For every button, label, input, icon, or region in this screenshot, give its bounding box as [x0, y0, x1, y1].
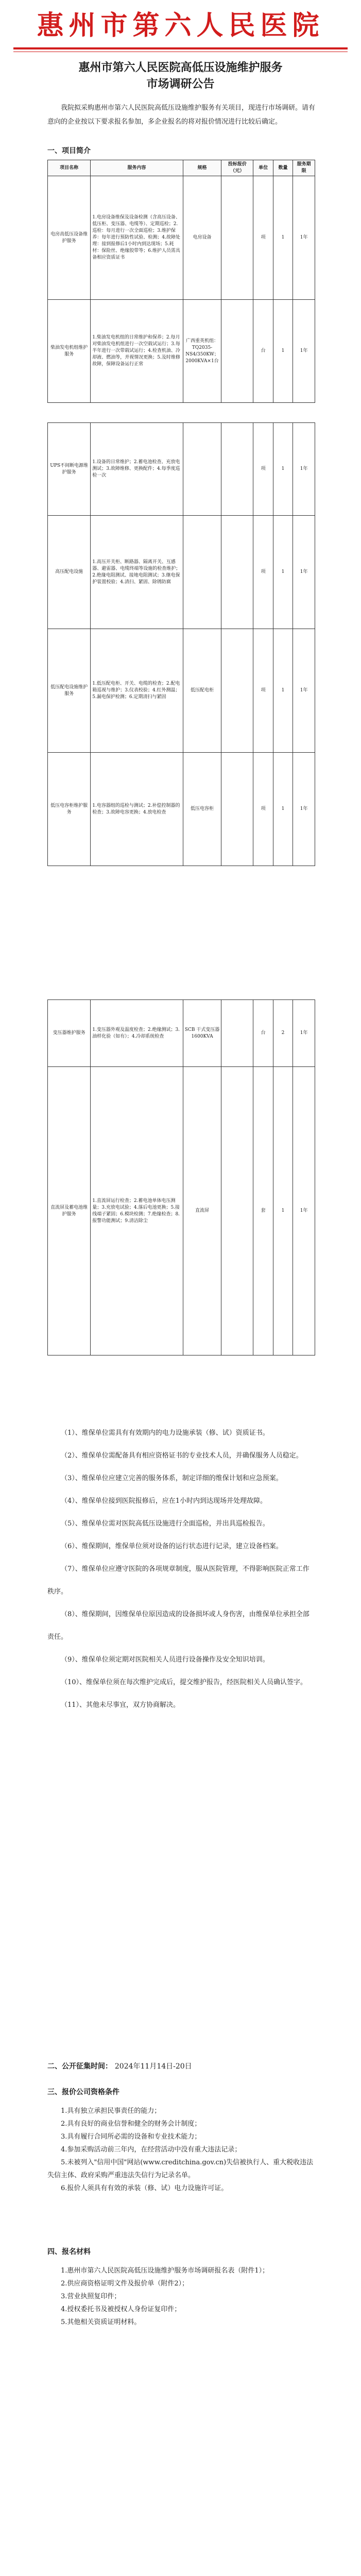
row-requirements: 1.高压开关柜、断路器、隔离开关、互感器、避雷器、电缆终端等设施的检查维护；2.绝缘电阻测试、接地电阻测试；3.继电保护装置校验；4.清扫、紧固、除锈防腐	[91, 516, 183, 629]
list-item: （5）、维保单位需对医院高低压设施进行全面巡检，并出具巡检报告。	[61, 1520, 269, 1528]
section4-list	[47, 2264, 315, 2329]
list-item: （1）、维保单位需具有有效期内的电力设施承装（修、试）资质证书。	[61, 1429, 269, 1437]
row-requirements: 1.电房设备维保及设备检测（含高压设备、低压柜、变压器、电缆等）、定期巡检；2.巡检：每月进行一次全面巡检；3.维护保养：每年进行预防性试验、检测；4.故障处理：接到报修后1小时内到达现场；5.耗材：保险丝、绝缘胶带等；6.维护人员需具备相应资质证书	[91, 176, 183, 300]
row-name: 柴油发电机组维护服务	[48, 300, 91, 403]
list-item: （9）、维保单位须定期对医院相关人员进行设备操作及安全知识培训。	[61, 1656, 269, 1664]
row-requirements: 1.变压器外观及温度检查；2.绝缘测试；3.油样化验（如有）；4.冷却系统检查	[91, 1000, 183, 1067]
doc-title-line1: 惠州市第六人民医院高低压设施维护服务	[78, 61, 283, 74]
row-price	[221, 753, 253, 866]
row-unit: 项	[253, 629, 273, 753]
list-item: 2.供应商资格证明文件及报价单（附件2）；	[61, 2280, 189, 2287]
row-qty: 1	[273, 753, 293, 866]
list-item: 6.报价人须具有有效的承装（修、试）电力设施许可证。	[61, 2184, 228, 2192]
list-item: 5.未被列入"信用中国"网站(www.creditchina.gov.cn)失信被执行人、重大税收违法失信主体、政府采购严重违法失信行为记录名单。	[47, 2159, 314, 2179]
row-qty: 2	[273, 1000, 293, 1067]
intro-paragraph: 我院拟采购惠州市第六人民医院高低压设施维护服务有关项目，现进行市场调研。请有意向的企业按以下要求报名参加，多企业报名的将对报价情况进行比较后确定。	[47, 104, 316, 126]
section4-title: 四、报名材料	[47, 2248, 91, 2256]
table-header-cell: 数量	[273, 160, 293, 176]
row-qty: 1	[273, 300, 293, 403]
list-item: 3.营业执照复印件；	[61, 2293, 121, 2300]
list-item: （8）、维保期间，因维保单位原因造成的设备损坏或人身伤害，由维保单位承担全部责任。	[47, 1611, 310, 1641]
table-row	[48, 1000, 315, 1067]
table-header-cell: 投标报价（元）	[221, 160, 253, 176]
row-unit: 项	[253, 516, 273, 629]
service-table-2	[47, 422, 315, 866]
table-row	[48, 753, 315, 866]
row-unit: 套	[253, 1067, 273, 1355]
list-item: 4.参加采购活动前三年内，在经营活动中没有重大违法记录；	[61, 2146, 242, 2154]
row-unit: 项	[253, 423, 273, 516]
red-divider-thick	[13, 47, 348, 49]
table-header-row	[48, 160, 315, 176]
row-price	[221, 516, 253, 629]
row-term: 1年	[293, 176, 315, 300]
table-row	[48, 1067, 315, 1355]
list-item: （2）、维保单位需配备具有相应资格证书的专业技术人员，并确保服务人员稳定。	[61, 1452, 303, 1460]
section3-title: 三、报价公司资格条件	[47, 2088, 119, 2096]
list-item: 3.具有履行合同所必需的设备和专业技术能力；	[61, 2133, 201, 2141]
table-row	[48, 629, 315, 753]
list-item: （3）、维保单位应建立完善的服务体系，制定详细的维保计划和应急预案。	[61, 1475, 283, 1482]
row-unit: 项	[253, 753, 273, 866]
row-name: 高压配电设施	[48, 516, 91, 629]
row-qty: 1	[273, 1067, 293, 1355]
list-item: 1.具有独立承担民事责任的能力；	[61, 2107, 161, 2115]
list-item: 4.授权委托书及被授权人身份证复印件；	[61, 2306, 181, 2313]
row-price	[221, 629, 253, 753]
row-term: 1年	[293, 516, 315, 629]
row-spec: 直流屏	[183, 1067, 221, 1355]
row-price	[221, 1067, 253, 1355]
table-header-cell: 单位	[253, 160, 273, 176]
hospital-name: 惠州市第六人民医院	[37, 10, 324, 41]
list-item: （4）、维保单位接到医院报修后，应在1小时内到达现场并处理故障。	[61, 1497, 267, 1505]
row-name: UPS不间断电源维护服务	[48, 423, 91, 516]
row-spec	[183, 423, 221, 516]
row-qty: 1	[273, 629, 293, 753]
row-unit: 项	[253, 176, 273, 300]
row-name: 直流屏及蓄电池维护服务	[48, 1067, 91, 1355]
row-price	[221, 1000, 253, 1067]
section2-title: 二、公开征集时间：	[47, 2062, 112, 2071]
row-requirements: 1.柴油发电机组的日常维护和保养；2.每月对柴油发电机组进行一次空载试运行；3.每半年进行一次带载试运行；4.检查机油、冷却液、燃油等，并视情况更换；5.及时维修故障，保障设备运行正常	[91, 300, 183, 403]
table-row	[48, 176, 315, 300]
list-item: 5.其他相关资质证明材料。	[61, 2318, 141, 2326]
section2-value: 2024年11月14日-20日	[114, 2062, 192, 2071]
row-spec: 低压配电柜	[183, 629, 221, 753]
row-term: 1年	[293, 423, 315, 516]
row-name: 低压电容柜维护服务	[48, 753, 91, 866]
row-term: 1年	[293, 1000, 315, 1067]
row-price	[221, 423, 253, 516]
row-requirements: 1.低压配电柜、开关、电缆的检查；2.配电箱巡视与维护；3.仪表校验；4.红外测温；5.漏电保护检测；6.定期清扫与紧固	[91, 629, 183, 753]
doc-title-line2: 市场调研公告	[146, 77, 215, 91]
requirements-list	[47, 1422, 315, 1717]
row-price	[221, 300, 253, 403]
row-term: 1年	[293, 300, 315, 403]
list-item: 1.惠州市第六人民医院高低压设施维护服务市场调研报名表（附件1）；	[61, 2267, 269, 2275]
table-row	[48, 423, 315, 516]
list-item: 2.具有良好的商业信誉和健全的财务会计制度；	[61, 2120, 201, 2128]
list-item: （11）、其他未尽事宜，双方协商解决。	[61, 1701, 180, 1709]
table-row	[48, 300, 315, 403]
row-term: 1年	[293, 629, 315, 753]
row-requirements: 1.设备的日常维护；2.蓄电池检查、充放电测试；3.故障维修、更换配件；4.每季度巡检一次	[91, 423, 183, 516]
row-unit: 台	[253, 300, 273, 403]
row-name: 电房高低压设备维护服务	[48, 176, 91, 300]
row-qty: 1	[273, 423, 293, 516]
row-qty: 1	[273, 516, 293, 629]
row-unit: 台	[253, 1000, 273, 1067]
section3-list	[47, 2105, 315, 2195]
row-spec: 广西重英机组：TQ2035-NS4/350KW；2000KVA×1台	[183, 300, 221, 403]
section2-heading	[47, 2061, 192, 2072]
list-item: （6）、维保期间，维保单位须对设备的运行状态进行记录，建立设备档案。	[61, 1543, 283, 1550]
table-header-cell: 项目名称	[48, 160, 91, 176]
row-name: 变压器维护服务	[48, 1000, 91, 1067]
list-item: （7）、维保单位应遵守医院的各项规章制度，服从医院管理，不得影响医院正常工作秩序。	[47, 1565, 310, 1596]
row-name: 低压配电设施维护服务	[48, 629, 91, 753]
row-requirements: 1.电容器组的巡检与测试；2.补偿控制器的检查；3.故障电容更换；4.放电检查	[91, 753, 183, 866]
row-spec	[183, 516, 221, 629]
section1-title: 一、项目简介	[47, 147, 91, 155]
table-header-cell: 规格	[183, 160, 221, 176]
row-term: 1年	[293, 1067, 315, 1355]
table-header-cell: 服务期限	[293, 160, 315, 176]
row-spec: 低压电容柜	[183, 753, 221, 866]
row-requirements: 1.直流屏运行检查；2.蓄电池单体电压测量；3.充放电试验；4.落后电池更换；5.接线端子紧固；6.模块检测；7.绝缘检查；8.报警功能测试；9.清洁除尘	[91, 1067, 183, 1355]
list-item: （10）、维保单位须在每次维护完成后，提交维护报告，经医院相关人员确认签字。	[61, 1679, 307, 1686]
row-spec: 电房设备	[183, 176, 221, 300]
row-price	[221, 176, 253, 300]
service-table-3	[47, 999, 315, 1355]
row-qty: 1	[273, 176, 293, 300]
service-table-1	[47, 160, 315, 403]
row-spec: SCB 干式变压器 1600KVA	[183, 1000, 221, 1067]
table-row	[48, 516, 315, 629]
table-header-cell: 服务内容	[91, 160, 183, 176]
row-term: 1年	[293, 753, 315, 866]
